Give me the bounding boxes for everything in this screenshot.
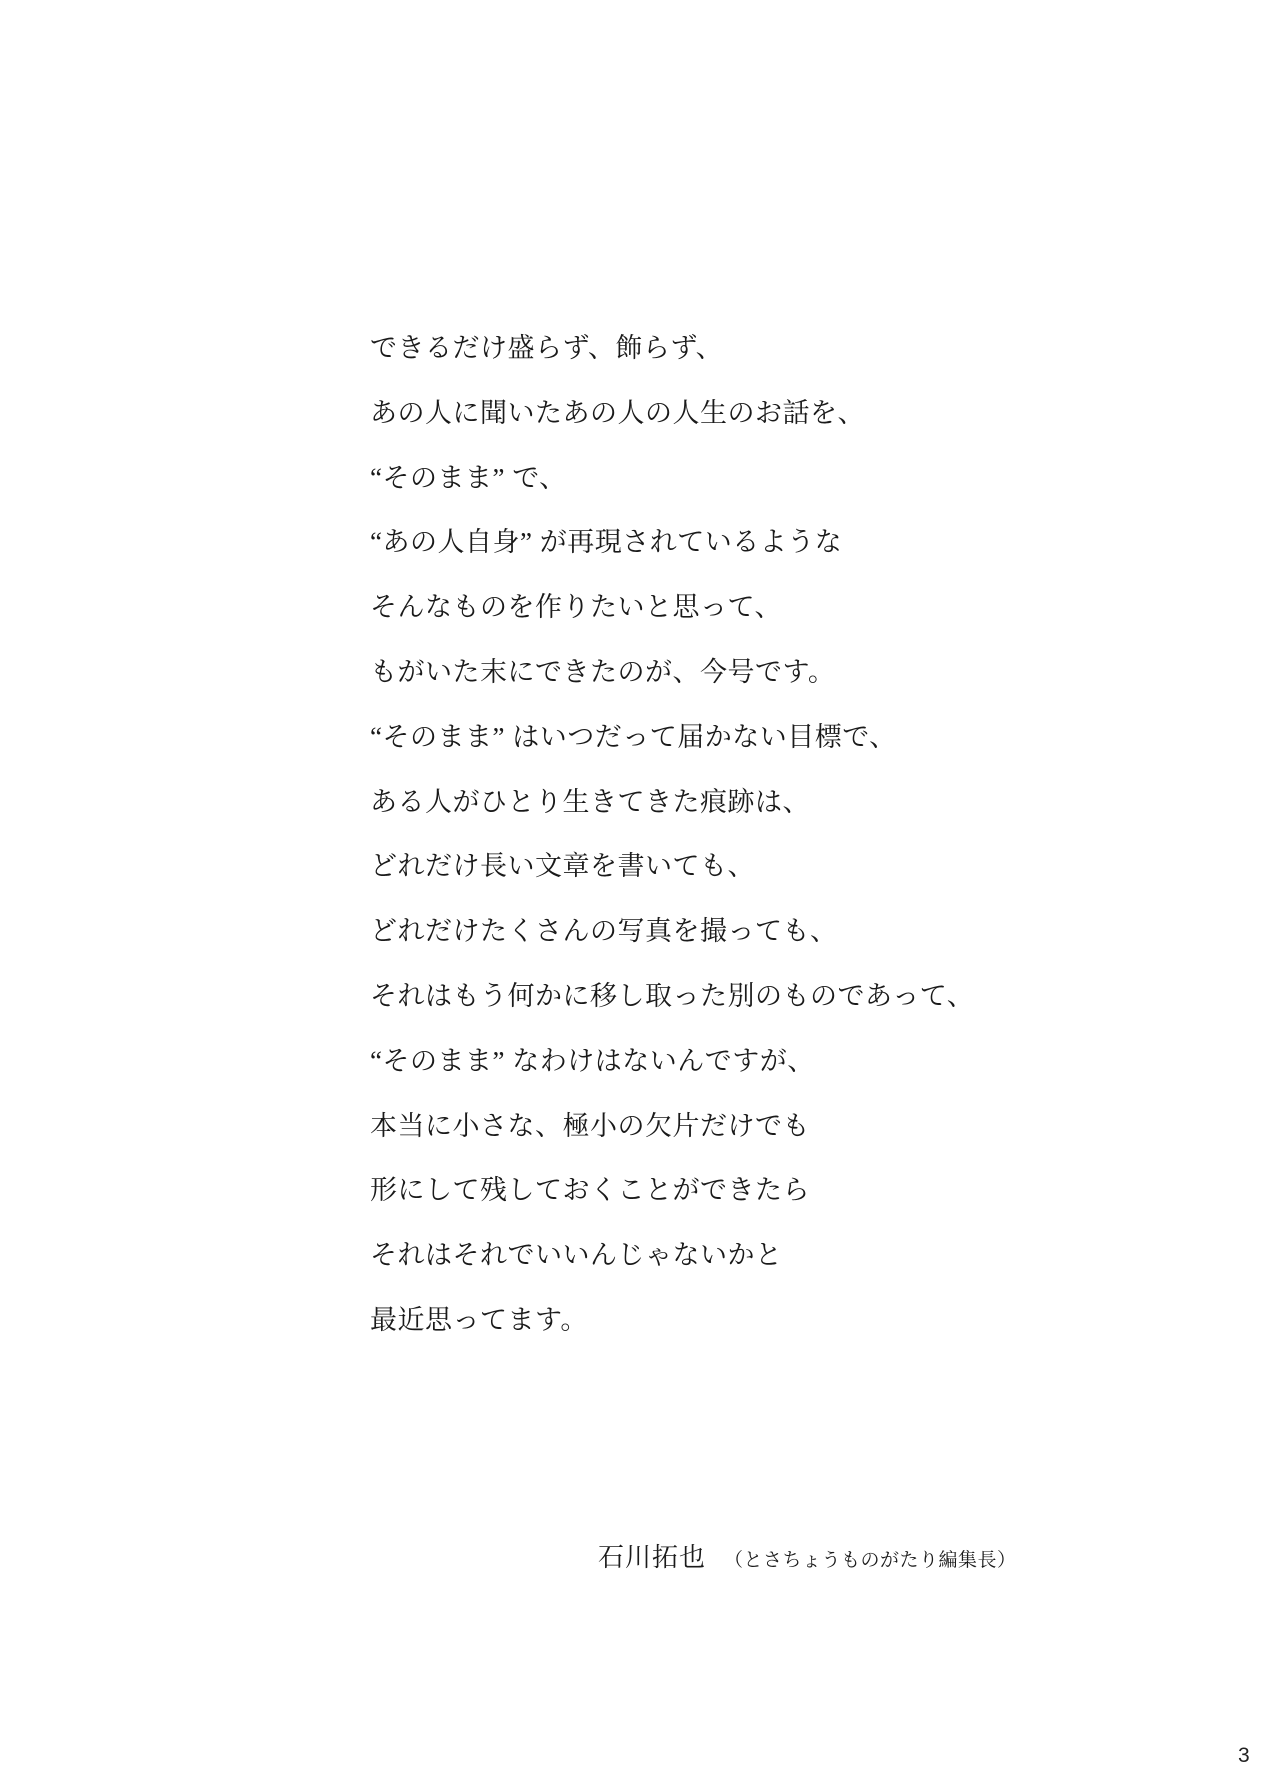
text-line: 形にして残しておくことができたら — [370, 1175, 810, 1206]
author-title: （とさちょうものがたり編集長） — [724, 1550, 1017, 1571]
text-line: どれだけ長い文章を書いても、 — [370, 851, 755, 882]
text-line: 本当に小さな、極小の欠片だけでも — [370, 1110, 810, 1141]
text-line: “そのまま” はいつだって届かない目標で、 — [370, 721, 897, 752]
text-line: もがいた末にできたのが、今号です。 — [370, 656, 836, 687]
text-line: 最近思ってます。 — [370, 1304, 588, 1335]
editor-note-text — [370, 316, 974, 1353]
text-line: “そのまま” なわけはないんですが、 — [370, 1045, 815, 1076]
text-line: それはそれでいいんじゃないかと — [370, 1240, 783, 1271]
text-line: あの人に聞いたあの人の人生のお話を、 — [370, 397, 865, 428]
text-line: “そのまま” で、 — [370, 462, 567, 493]
text-line: “あの人自身” が再現されているような — [370, 527, 843, 558]
text-line: ある人がひとり生きてきた痕跡は、 — [370, 786, 810, 817]
author-name: 石川拓也 — [598, 1543, 707, 1572]
text-line: どれだけたくさんの写真を撮っても、 — [370, 916, 838, 947]
page-number: 3 — [1238, 1744, 1250, 1767]
text-line: できるだけ盛らず、飾らず、 — [370, 333, 724, 363]
text-line: それはもう何かに移し取った別のものであって、 — [370, 980, 975, 1011]
text-line: そんなものを作りたいと思って、 — [370, 592, 782, 623]
signature-line — [598, 1537, 1017, 1574]
